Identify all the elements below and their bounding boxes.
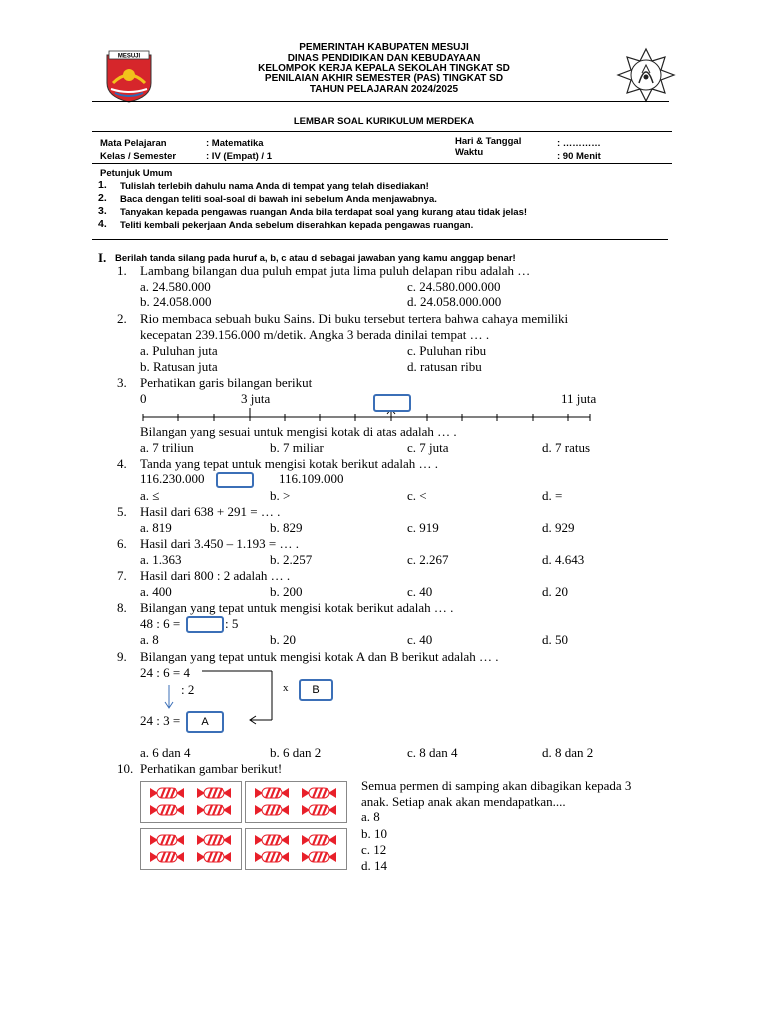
q1-option-c[interactable]: c. 24.580.000.000 — [407, 279, 501, 294]
q3-number-line — [140, 404, 595, 424]
q8-option-c[interactable]: c. 40 — [407, 632, 433, 647]
petunjuk-num-4: 4. — [98, 218, 107, 230]
q4-option-b[interactable]: b. > — [270, 488, 291, 503]
q8-option-a[interactable]: a. 8 — [140, 632, 159, 647]
q7-option-a[interactable]: a. 400 — [140, 584, 172, 599]
q5-option-c[interactable]: c. 919 — [407, 520, 439, 535]
q4-option-c[interactable]: c. < — [407, 488, 427, 503]
q3-number: 3. — [117, 375, 127, 390]
kelas-value: : IV (Empat) / 1 — [206, 151, 272, 162]
q6-option-a[interactable]: a. 1.363 — [140, 552, 182, 567]
q4-left-number: 116.230.000 — [140, 471, 205, 486]
candy-icon — [150, 850, 184, 869]
q3-answer-box[interactable] — [373, 394, 411, 412]
hari-value: : ………… — [557, 138, 601, 149]
candy-box — [140, 828, 242, 870]
q10-description-line-1: Semua permen di samping akan dibagikan kepada 3 — [361, 778, 632, 793]
header-line-2: DINAS PENDIDIKAN DAN KEBUDAYAAN — [287, 53, 481, 64]
q3-option-c[interactable]: c. 7 juta — [407, 440, 449, 455]
q1-option-b[interactable]: b. 24.058.000 — [140, 294, 212, 309]
section-number: I. — [98, 250, 107, 265]
q3-option-a[interactable]: a. 7 triliun — [140, 440, 194, 455]
q7-text: Hasil dari 800 : 2 adalah … . — [140, 568, 291, 583]
q8-answer-box[interactable] — [186, 616, 224, 633]
q1-option-a[interactable]: a. 24.580.000 — [140, 279, 211, 294]
candy-icon — [302, 803, 336, 822]
header-line-5: TAHUN PELAJARAN 2024/2025 — [309, 84, 459, 95]
candy-box — [245, 828, 347, 870]
q4-option-d[interactable]: d. = — [542, 488, 563, 503]
q6-option-d[interactable]: d. 4.643 — [542, 552, 585, 567]
candy-box — [140, 781, 242, 823]
hari-label: Hari & Tanggal — [455, 136, 522, 147]
q9-text: Bilangan yang tepat untuk mengisi kotak A dan B berikut adalah … . — [140, 649, 499, 664]
candy-icon — [197, 850, 231, 869]
q8-option-d[interactable]: d. 50 — [542, 632, 568, 647]
q4-option-a[interactable]: a. ≤ — [140, 488, 160, 503]
subtitle-divider — [92, 131, 672, 132]
candy-icon — [150, 803, 184, 822]
q2-option-b[interactable]: b. Ratusan juta — [140, 359, 218, 374]
q9-option-d[interactable]: d. 8 dan 2 — [542, 745, 594, 760]
petunjuk-num-3: 3. — [98, 205, 107, 217]
q8-right-expression: : 5 — [225, 616, 239, 631]
q9-box-a[interactable]: A — [186, 711, 224, 733]
q8-option-b[interactable]: b. 20 — [270, 632, 296, 647]
q2-number: 2. — [117, 311, 127, 326]
q9-option-a[interactable]: a. 6 dan 4 — [140, 745, 191, 760]
petunjuk-item-2: Baca dengan teliti soal-soal di bawah ini sebelum Anda menjawabnya. — [120, 194, 437, 205]
petunjuk-title: Petunjuk Umum — [100, 168, 173, 179]
q2-option-d[interactable]: d. ratusan ribu — [407, 359, 482, 374]
logo-left-text: MESUJI — [117, 53, 141, 60]
q6-text: Hasil dari 3.450 – 1.193 = … . — [140, 536, 299, 551]
q6-number: 6. — [117, 536, 127, 551]
header-line-4: PENILAIAN AKHIR SEMESTER (PAS) TINGKAT SD — [264, 73, 504, 84]
candy-icon — [255, 803, 289, 822]
section-instruction: Berilah tanda silang pada huruf a, b, c atau d sebagai jawaban yang kamu anggap benar! — [115, 253, 516, 264]
q7-option-d[interactable]: d. 20 — [542, 584, 568, 599]
q5-option-b[interactable]: b. 829 — [270, 520, 303, 535]
q1-option-d[interactable]: d. 24.058.000.000 — [407, 294, 502, 309]
petunjuk-num-2: 2. — [98, 192, 107, 204]
candy-box — [245, 781, 347, 823]
q3-option-b[interactable]: b. 7 miliar — [270, 440, 324, 455]
q10-option-d[interactable]: d. 14 — [361, 858, 387, 873]
q9-option-c[interactable]: c. 8 dan 4 — [407, 745, 458, 760]
q2-text-line-1: Rio membaca sebuah buku Sains. Di buku tersebut tertera bahwa cahaya memiliki — [140, 311, 569, 326]
q4-right-number: 116.109.000 — [279, 471, 344, 486]
header-divider — [92, 101, 669, 102]
candy-icon — [197, 803, 231, 822]
petunjuk-item-3: Tanyakan kepada pengawas ruangan Anda bila terdapat soal yang kurang atau tidak jelas! — [120, 207, 528, 218]
q4-number: 4. — [117, 456, 127, 471]
q1-number: 1. — [117, 263, 127, 278]
q2-text-line-2: kecepatan 239.156.000 m/detik. Angka 3 berada dinilai tempat … . — [140, 327, 490, 342]
q10-description-line-2: anak. Setiap anak akan mendapatkan.... — [361, 794, 566, 809]
q5-text: Hasil dari 638 + 291 = … . — [140, 504, 281, 519]
q3-label-0: 0 — [140, 391, 147, 406]
q7-option-b[interactable]: b. 200 — [270, 584, 303, 599]
candy-icon — [255, 850, 289, 869]
q10-option-a[interactable]: a. 8 — [361, 809, 380, 824]
q8-number: 8. — [117, 600, 127, 615]
q5-option-a[interactable]: a. 819 — [140, 520, 172, 535]
q4-answer-box[interactable] — [216, 472, 254, 488]
q9-equation-1: 24 : 6 = 4 — [140, 665, 190, 680]
q2-option-c[interactable]: c. Puluhan ribu — [407, 343, 487, 358]
q2-option-a[interactable]: a. Puluhan juta — [140, 343, 218, 358]
q9-option-b[interactable]: b. 6 dan 2 — [270, 745, 322, 760]
candy-icon — [302, 850, 336, 869]
petunjuk-num-1: 1. — [98, 179, 107, 191]
document-subtitle: LEMBAR SOAL KURIKULUM MERDEKA — [293, 116, 475, 127]
q9-divide-label: : 2 — [181, 682, 195, 697]
waktu-value: : 90 Menit — [557, 151, 601, 162]
mapel-value: : Matematika — [206, 138, 264, 149]
q5-option-d[interactable]: d. 929 — [542, 520, 575, 535]
q5-number: 5. — [117, 504, 127, 519]
q8-left-expression: 48 : 6 = — [140, 616, 181, 631]
q10-text: Perhatikan gambar berikut! — [140, 761, 283, 776]
header-line-1: PEMERINTAH KABUPATEN MESUJI — [299, 42, 469, 53]
mapel-label: Mata Pelajaran — [100, 138, 167, 149]
q4-text: Tanda yang tepat untuk mengisi kotak berikut adalah … . — [140, 456, 439, 471]
q8-text: Bilangan yang tepat untuk mengisi kotak berikut adalah … . — [140, 600, 454, 615]
q10-option-c[interactable]: c. 12 — [361, 842, 387, 857]
q9-box-b[interactable]: B — [299, 679, 333, 701]
kelas-label: Kelas / Semester — [100, 151, 177, 162]
q7-option-c[interactable]: c. 40 — [407, 584, 433, 599]
petunjuk-item-4: Teliti kembali pekerjaan Anda sebelum diserahkan kepada pengawas ruangan. — [120, 220, 474, 231]
q3-option-d[interactable]: d. 7 ratus — [542, 440, 591, 455]
q3-label-3-juta: 3 juta — [241, 391, 271, 406]
q6-option-c[interactable]: c. 2.267 — [407, 552, 449, 567]
q7-number: 7. — [117, 568, 127, 583]
header-line-3: KELOMPOK KERJA KEPALA SEKOLAH TINGKAT SD — [258, 63, 510, 74]
q9-equation-2: 24 : 3 = — [140, 713, 181, 728]
q9-number: 9. — [117, 649, 127, 664]
q3-text-2: Bilangan yang sesuai untuk mengisi kotak di atas adalah … . — [140, 424, 457, 439]
q3-label-11-juta: 11 juta — [561, 391, 597, 406]
q10-option-b[interactable]: b. 10 — [361, 826, 387, 841]
q6-option-b[interactable]: b. 2.257 — [270, 552, 313, 567]
waktu-label: Waktu — [455, 147, 484, 158]
q3-text: Perhatikan garis bilangan berikut — [140, 375, 313, 390]
q1-text: Lambang bilangan dua puluh empat juta lima puluh delapan ribu adalah … — [140, 263, 531, 278]
q9-times-label: x — [283, 682, 289, 694]
q10-number: 10. — [117, 761, 134, 776]
petunjuk-divider — [92, 239, 668, 240]
info-divider — [92, 163, 672, 164]
petunjuk-item-1: Tulislah terlebih dahulu nama Anda di tempat yang telah disediakan! — [120, 181, 429, 192]
